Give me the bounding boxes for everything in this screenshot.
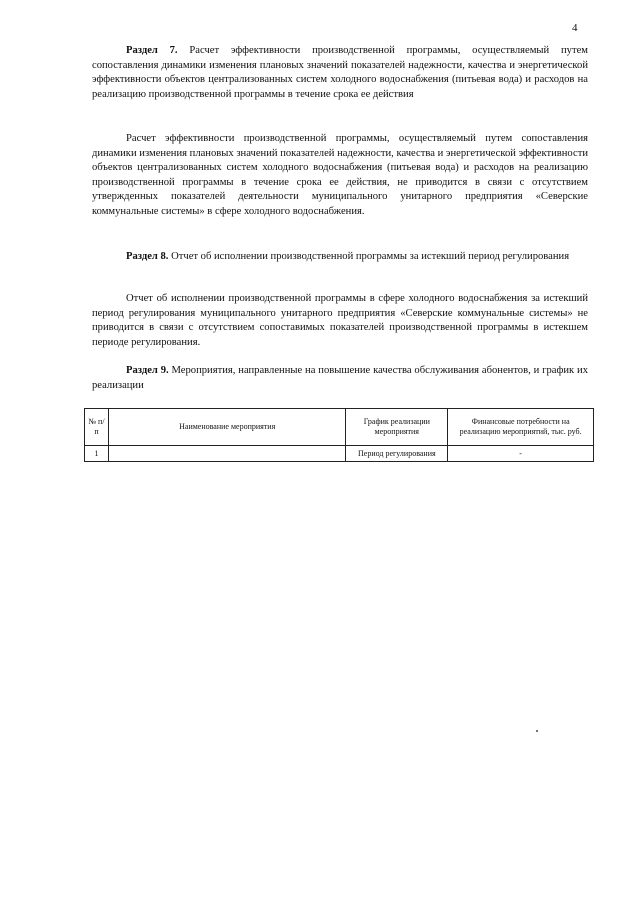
section-7-label: Раздел 7. bbox=[126, 45, 178, 56]
header-schedule: График реализации мероприятия bbox=[346, 409, 448, 446]
section-7-heading bbox=[92, 44, 588, 102]
header-event-name: Наименование мероприятия bbox=[108, 409, 345, 446]
cell-event-name bbox=[108, 446, 345, 462]
table-row bbox=[85, 446, 594, 462]
section-8-paragraph: Отчет об исполнении производственной программы в сфере холодного водоснабжения за истекший период регулирования муниципального унитарного предприятия «Северские коммунальные системы» не приводится в связи с отсутствием сопоставимых показателей производственной программы в истекшем периоде регулирования. bbox=[92, 293, 588, 348]
section-8-label: Раздел 8. bbox=[126, 251, 169, 262]
section-8-heading bbox=[92, 250, 588, 265]
events-table bbox=[84, 408, 594, 462]
section-7-paragraph: Расчет эффективности производственной программы, осуществляемый путем сопоставления динамики изменения плановых значений показателей надежности, качества и энергетической эффективности объектов централизованных систем холодного водоснабжения (питьевая вода) и расходов на реализацию производственной программы в течение срока ее действия, не приводится в связи с отсутствием утвержденных показателей деятельности муниципального унитарного предприятия «Северские коммунальные системы» в сфере холодного водоснабжения. bbox=[92, 133, 588, 217]
page-number: 4 bbox=[572, 22, 578, 34]
cell-financing: - bbox=[448, 446, 594, 462]
section-8-heading-text: Отчет об исполнении производственной программы за истекший период регулирования bbox=[171, 251, 570, 262]
section-9-heading-text: Мероприятия, направленные на повышение качества обслуживания абонентов, и график их реализации bbox=[92, 365, 588, 391]
section-7-heading-text: Расчет эффективности производственной программы, осуществляемый путем сопоставления динамики изменения плановых значений показателей надежности, качества и энергетической эффективности объектов централизованных систем холодного водоснабжения (питьевая вода) и расходов на реализацию производственной программы в течение срока ее действия bbox=[92, 45, 589, 100]
cell-number: 1 bbox=[85, 446, 109, 462]
cell-schedule: Период регулирования bbox=[346, 446, 448, 462]
header-number: № п/п bbox=[85, 409, 109, 446]
section-9-heading bbox=[92, 364, 588, 393]
scan-speck bbox=[536, 730, 538, 732]
table-header-row bbox=[85, 409, 594, 446]
section-9-label: Раздел 9. bbox=[126, 365, 169, 376]
header-financing: Финансовые потребности на реализацию мероприятий, тыс. руб. bbox=[448, 409, 594, 446]
